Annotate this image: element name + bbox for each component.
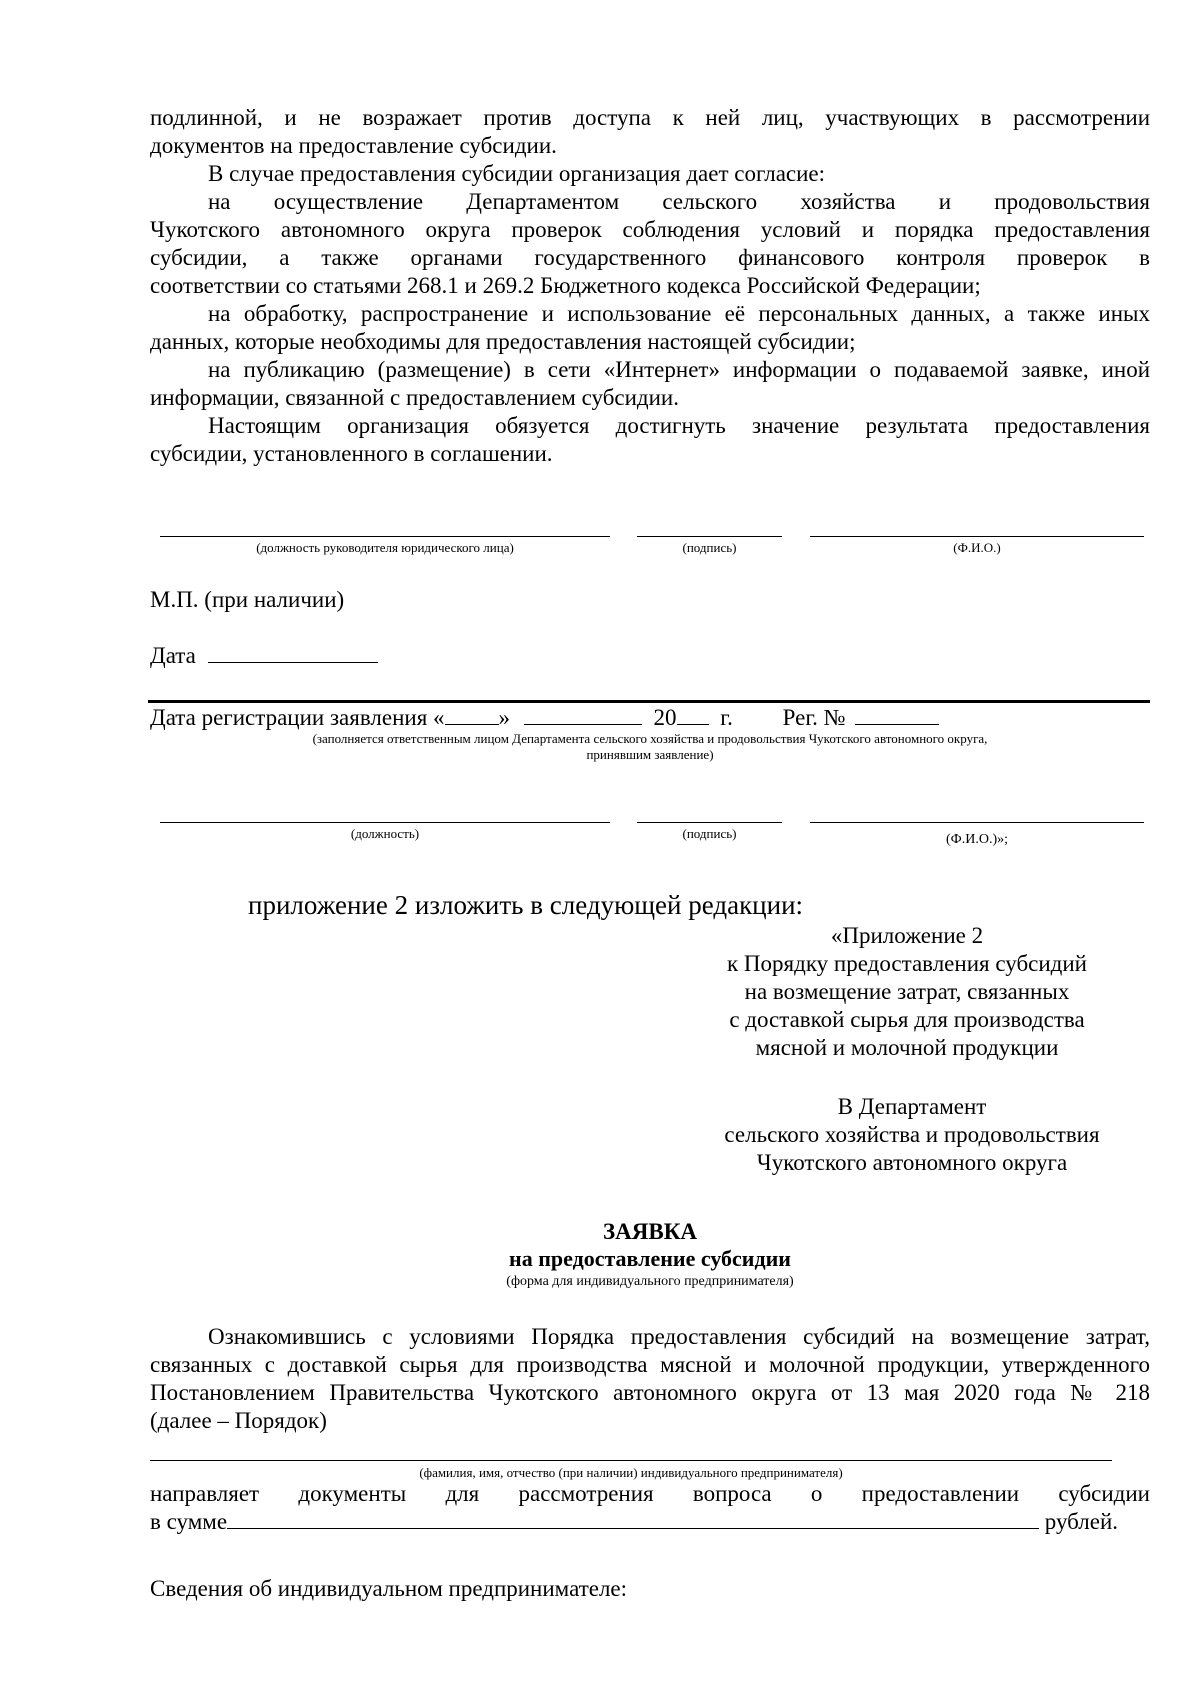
- year-suffix: г.: [720, 705, 733, 730]
- application-body: [150, 1323, 1150, 1435]
- top-paragraph: [150, 104, 1150, 160]
- addressee-line: В Департамент: [837, 1094, 987, 1119]
- amount-unit: рублей.: [1044, 1509, 1119, 1534]
- registration-note-line: принявшим заявление): [586, 747, 714, 762]
- addressee-line: Чукотского автономного округа: [756, 1150, 1068, 1175]
- application-form-note: (форма для индивидуального предпринимателя): [506, 1274, 794, 1289]
- text-line: субсидии, а также органами государственного финансового контроля проверок в: [150, 245, 1150, 270]
- registration-note-line: (заполняется ответственным лицом Департамента сельского хозяйства и продовольствия Чукотского автономного округа,: [312, 731, 988, 746]
- year-field[interactable]: [677, 704, 709, 725]
- position-field[interactable]: [160, 822, 610, 823]
- reg-number-field[interactable]: [855, 704, 939, 725]
- addressee-line: сельского хозяйства и продовольствия: [724, 1122, 1100, 1147]
- name-field[interactable]: [810, 536, 1144, 537]
- stamp-label: М.П. (при наличии): [150, 587, 345, 612]
- position-field[interactable]: [160, 536, 610, 537]
- text-line: документов на предоставление субсидии.: [150, 133, 557, 158]
- appendix-line: с доставкой сырья для производства: [729, 1007, 1085, 1032]
- position-caption: (должность): [350, 826, 420, 841]
- amount-row: [150, 1508, 1150, 1536]
- appendix-line: «Приложение 2: [830, 923, 984, 948]
- year-prefix: 20: [653, 705, 677, 730]
- text-line: направляет документы для рассмотрения вопроса о предоставлении субсидии: [150, 1481, 1150, 1506]
- date-label: Дата: [150, 643, 196, 668]
- day-field[interactable]: [445, 704, 499, 725]
- addressee-block: [702, 1093, 1122, 1177]
- divider: [148, 700, 1150, 703]
- text-line: (далее – Порядок): [150, 1408, 327, 1433]
- text-line: Ознакомившись с условиями Порядка предоставления субсидий на возмещение затрат,: [208, 1324, 1150, 1349]
- signature-field[interactable]: [637, 822, 782, 823]
- entrepreneur-name-caption: (фамилия, имя, отчество (при наличии) индивидуального предпринимателя): [419, 1465, 843, 1480]
- signature-field[interactable]: [637, 536, 782, 537]
- month-field[interactable]: [524, 704, 642, 725]
- text-line: подлинной, и не возражает против доступа к ней лиц, участвующих в рассмотрении: [150, 105, 1150, 130]
- info-heading: Сведения об индивидуальном предпринимателе:: [150, 1576, 628, 1601]
- appendix-line: мясной и молочной продукции: [755, 1035, 1059, 1060]
- position-caption: (должность руководителя юридического лица): [256, 540, 514, 555]
- text-line: Чукотского автономного округа проверок соблюдения условий и порядка предоставления: [150, 217, 1150, 242]
- quote-close: »: [498, 705, 511, 730]
- application-subtitle: на предоставление субсидии: [509, 1246, 791, 1271]
- consent-section: [150, 160, 1150, 468]
- name-field[interactable]: [810, 822, 1144, 823]
- signature-caption: (подпись): [682, 540, 737, 555]
- registration-row: [150, 704, 939, 732]
- registration-note: [150, 731, 1150, 763]
- text-line: связанных с доставкой сырья для производства мясной и молочной продукции, утвержденного: [150, 1352, 1150, 1377]
- name-caption: (Ф.И.О.): [953, 540, 1001, 555]
- text-line: субсидии, установленного в соглашении.: [150, 441, 553, 466]
- sends-documents: [150, 1480, 1150, 1508]
- appendix-line: на возмещение затрат, связанных: [744, 979, 1070, 1004]
- text-line: на публикацию (размещение) в сети «Интернет» информации о подаваемой заявке, иной: [208, 357, 1150, 382]
- text-line: Настоящим организация обязуется достигнуть значение результата предоставления: [208, 413, 1150, 438]
- consent-intro: В случае предоставления субсидии организация дает согласие:: [208, 161, 826, 186]
- appendix-line: к Порядку предоставления субсидий: [727, 951, 1087, 976]
- amount-label: в сумме: [150, 1509, 228, 1534]
- application-title: ЗАЯВКА: [603, 1219, 697, 1244]
- text-line: соответствии со статьями 268.1 и 269.2 Бюджетного кодекса Российской Федерации;: [150, 273, 981, 298]
- date-field[interactable]: [208, 642, 378, 663]
- name-caption: (Ф.И.О.)»;: [946, 832, 1008, 847]
- appendix-header: [702, 922, 1112, 1062]
- signature-caption: (подпись): [682, 826, 737, 841]
- text-line: Постановлением Правительства Чукотского автономного округа от 13 мая 2020 года № 218: [150, 1380, 1150, 1405]
- text-line: на осуществление Департаментом сельского хозяйства и продовольствия: [208, 189, 1150, 214]
- date-row: [150, 642, 378, 670]
- instruction-text: приложение 2 изложить в следующей редакции:: [248, 890, 804, 920]
- amount-field[interactable]: [227, 1508, 1039, 1529]
- registration-label: Дата регистрации заявления «: [150, 705, 445, 730]
- reg-number-label: Рег. №: [782, 705, 846, 730]
- text-line: на обработку, распространение и использование её персональных данных, а также иных: [208, 301, 1150, 326]
- text-line: информации, связанной с предоставлением субсидии.: [150, 385, 679, 410]
- text-line: данных, которые необходимы для предоставления настоящей субсидии;: [150, 329, 856, 354]
- entrepreneur-name-field[interactable]: [150, 1460, 1112, 1461]
